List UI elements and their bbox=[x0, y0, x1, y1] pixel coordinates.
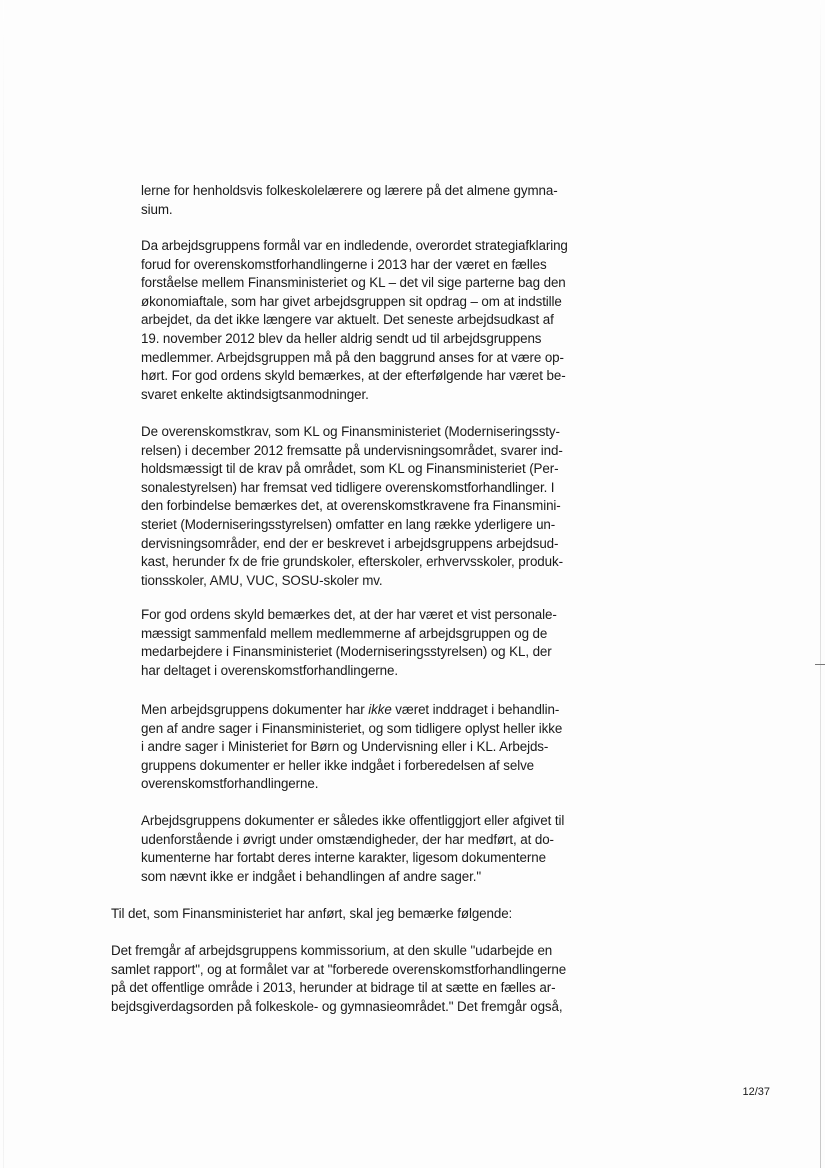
quote-paragraph-2 bbox=[141, 237, 581, 404]
text-line: overenskomstforhandlingerne. bbox=[141, 776, 319, 792]
text-line: samlet rapport", og at formålet var at "forberede overenskomstforhandlingerne bbox=[111, 961, 567, 977]
text-line: forud for overenskomstforhandlingerne i 2013 har der været en fælles bbox=[141, 256, 547, 272]
text-line: For god ordens skyld bemærkes det, at der har været et vist personale- bbox=[141, 607, 557, 622]
emphasis: ikke bbox=[368, 702, 392, 717]
text-line: svaret enkelte aktindsigtsanmodninger. bbox=[141, 386, 369, 402]
scan-edge-left bbox=[3, 0, 4, 1168]
scan-edge-mark bbox=[815, 664, 825, 665]
text-line: gruppens dokumenter er heller ikke indgået i forberedelsen af selve bbox=[141, 757, 535, 773]
text-line: Det fremgår af arbejdsgruppens kommissorium, at den skulle "udarbejde en bbox=[111, 943, 553, 958]
text-line: De overenskomstkrav, som KL og Finansministeriet (Moderniseringssty- bbox=[141, 424, 560, 439]
text-line: lerne for henholdsvis folkeskolelærere og lærere på det almene gymna- bbox=[141, 183, 558, 198]
text-line: 19. november 2012 blev da heller aldrig sendt ud til arbejdsgruppens bbox=[141, 330, 542, 346]
text-line: økonomiaftale, som har givet arbejdsgruppen sit opdrag – om at indstille bbox=[141, 293, 562, 309]
quote-paragraph-6 bbox=[141, 812, 581, 886]
text-line: holdsmæssigt til de krav på området, som KL og Finansministeriet (Per- bbox=[141, 461, 559, 477]
text-line: på det offentlige område i 2013, herunder at bidrage til at sætte en fælles ar- bbox=[111, 980, 556, 996]
body-paragraph-2 bbox=[111, 942, 581, 1016]
quote-paragraph-3 bbox=[141, 423, 581, 590]
text-line: mæssigt sammenfald mellem medlemmerne af arbejdsgruppen og de bbox=[141, 625, 548, 641]
text-line: kumenterne har fortabt deres interne karakter, ligesom dokumenterne bbox=[141, 850, 546, 866]
text-line: har deltaget i overenskomstforhandlingerne. bbox=[141, 662, 398, 678]
text-line: relsen) i december 2012 fremsatte på undervisningsområdet, svarer ind- bbox=[141, 442, 563, 458]
text-line: i andre sager i Ministeriet for Børn og Undervisning eller i KL. Arbejds- bbox=[141, 739, 549, 755]
text-line: medarbejdere i Finansministeriet (Moderniseringsstyrelsen) og KL, der bbox=[141, 644, 552, 660]
text-line: steriet (Moderniseringsstyrelsen) omfatter en lang række yderligere un- bbox=[141, 516, 556, 532]
text-line: sium. bbox=[141, 201, 173, 217]
text-line: sonalestyrelsen) har fremsat ved tidligere overenskomstforhandlinger. I bbox=[141, 479, 555, 495]
text-line: udenforstående i øvrigt under omstændigheder, der har medført, at do- bbox=[141, 831, 554, 847]
text-line: kast, herunder fx de frie grundskoler, efterskoler, erhvervsskoler, produk- bbox=[141, 554, 563, 570]
text-line: Da arbejdsgruppens formål var en indledende, overordet strategiafklaring bbox=[141, 238, 568, 253]
quote-paragraph-5 bbox=[141, 701, 581, 794]
text-line: som nævnt ikke er indgået i behandlingen af andre sager." bbox=[141, 868, 481, 884]
text-line: bejdsgiverdagsorden på folkeskole- og gymnasieområdet." Det fremgår også, bbox=[111, 998, 563, 1014]
text-line: gen af andre sager i Finansministeriet, og som tidligere oplyst heller ikke bbox=[141, 720, 563, 736]
text-line: Til det, som Finansministeriet har anført, skal jeg bemærke følgende: bbox=[111, 906, 513, 921]
page-number: 12/37 bbox=[742, 1086, 770, 1098]
quote-paragraph-1 bbox=[141, 182, 581, 219]
text-line: dervisningsområder, end der er beskrevet i arbejdsgruppens arbejdsud- bbox=[141, 535, 559, 551]
text-line: medlemmer. Arbejdsgruppen må på den baggrund anses for at være op- bbox=[141, 349, 564, 365]
body-paragraph-1 bbox=[111, 905, 581, 924]
quote-paragraph-4 bbox=[141, 606, 581, 680]
text-line: den forbindelse bemærkes det, at overenskomstkravene fra Finansmini- bbox=[141, 498, 561, 514]
text-line: Men arbejdsgruppens dokumenter har ikke været inddraget i behandlin- bbox=[141, 702, 560, 717]
text-line: hørt. For god ordens skyld bemærkes, at der efterfølgende har været be- bbox=[141, 368, 566, 384]
text-line: Arbejdsgruppens dokumenter er således ikke offentliggjort eller afgivet til bbox=[141, 813, 565, 828]
text-line: arbejdet, da det ikke længere var aktuelt. Det seneste arbejdsudkast af bbox=[141, 312, 554, 328]
text-line: tionsskoler, AMU, VUC, SOSU-skoler mv. bbox=[141, 572, 383, 588]
text-line: forståelse mellem Finansministeriet og KL – det vil sige parterne bag den bbox=[141, 275, 566, 291]
scan-edge-right bbox=[820, 0, 821, 1168]
